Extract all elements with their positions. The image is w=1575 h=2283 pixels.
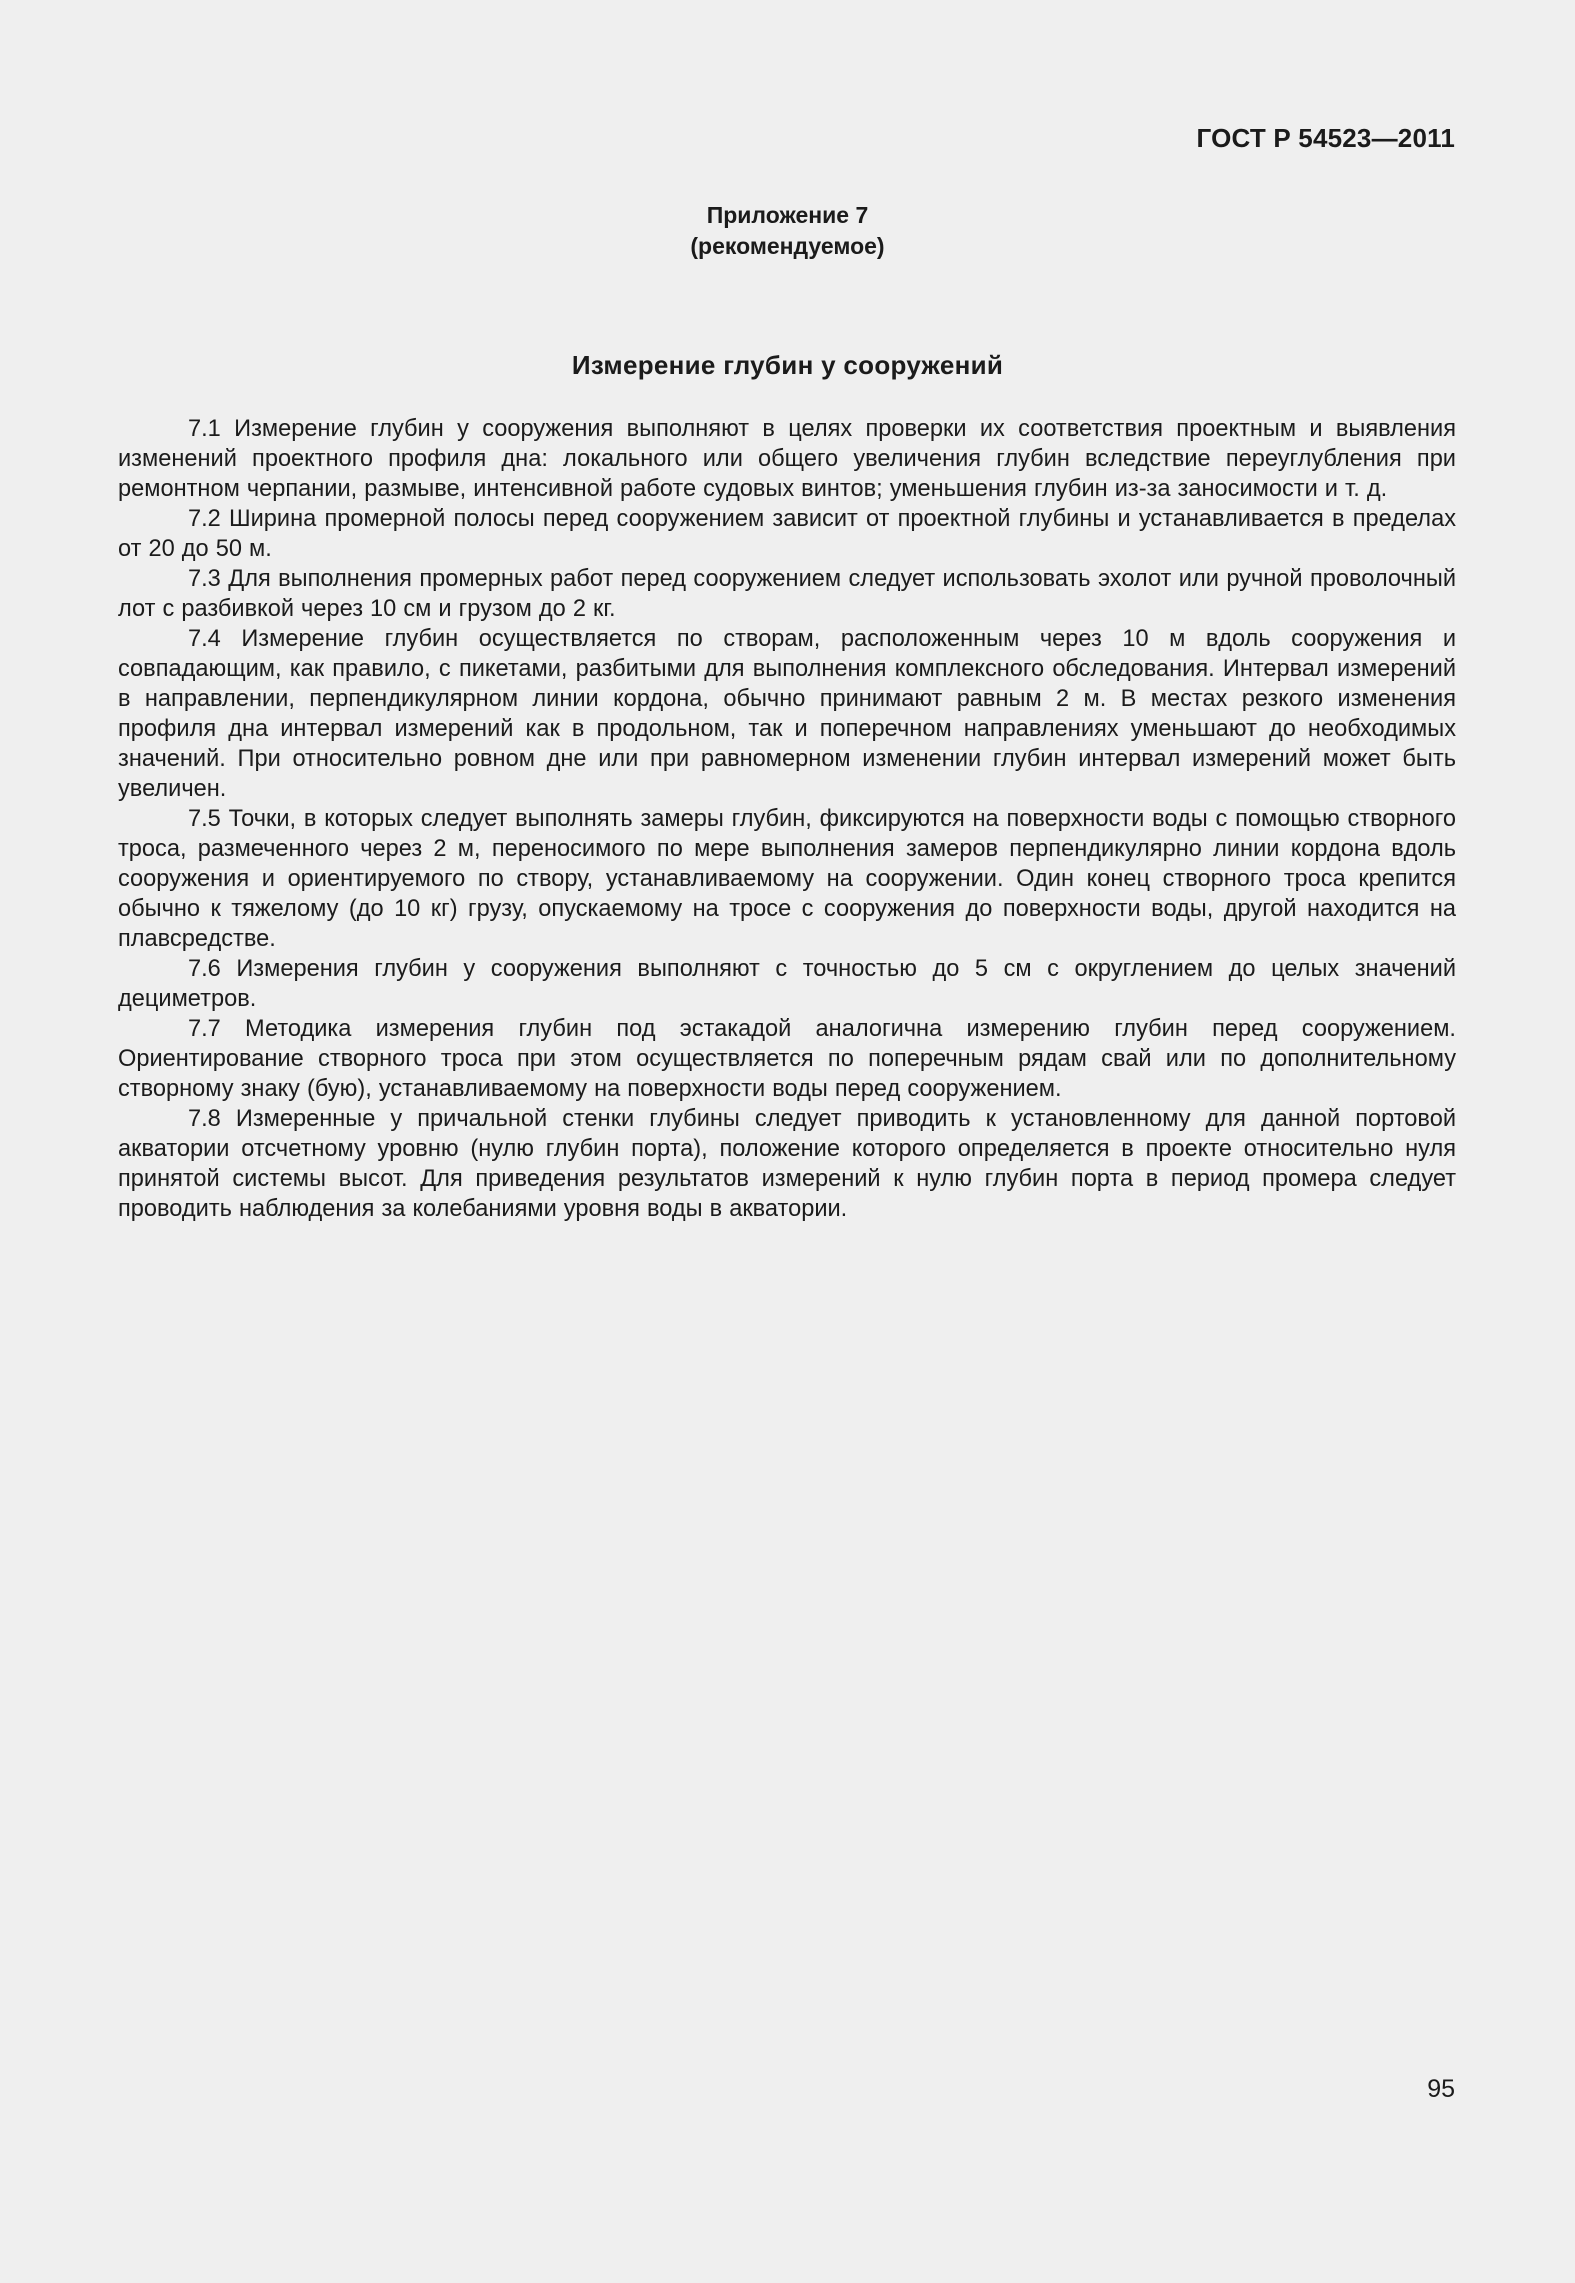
section-title: Измерение глубин у сооружений	[571, 350, 1004, 380]
paragraph-7-3: 7.3 Для выполнения промерных работ перед сооружением следует использовать эхолот или ручной проволочный лот с разбивкой через 10 см и грузом до 2 кг.	[118, 566, 1456, 622]
paragraph-7-8: 7.8 Измеренные у причальной стенки глубины следует приводить к установленному для данной портовой акватории отсчетному уровню (нулю глубин порта), положение которого определяется в проекте относительно нуля принятой системы высот. Для приведения результатов измерений к нулю глубин порта в период промера следует проводить наблюдения за колебаниями уровня воды в акватории.	[118, 1106, 1456, 1222]
paragraph-7-7: 7.7 Методика измерения глубин под эстакадой аналогична измерению глубин перед сооружением. Ориентирование створного троса при этом осуществляется по поперечным рядам свай или по дополнительному створному знаку (бую), устанавливаемому на поверхности воды перед сооружением.	[118, 1016, 1456, 1102]
appendix-heading	[0, 200, 1575, 262]
page-number: 95	[1427, 2075, 1455, 2103]
body-text	[118, 414, 1456, 1224]
paragraph-7-4: 7.4 Измерение глубин осуществляется по створам, расположенным через 10 м вдоль сооружения и совпадающим, как правило, с пикетами, разбитыми для выполнения комплексного обследования. Интервал измерений в направлении, перпендикулярном линии кордона, обычно принимают равным 2 м. В местах резкого изменения профиля дна интервал измерений как в продольном, так и поперечном направлениях уменьшают до необходимых значений. При относительно ровном дне или при равномерном изменении глубин интервал измерений может быть увеличен.	[118, 626, 1456, 802]
appendix-subtitle: (рекомендуемое)	[690, 233, 885, 259]
appendix-title: Приложение 7	[706, 202, 869, 228]
document-code: ГОСТ Р 54523—2011	[1196, 123, 1455, 153]
paragraph-7-2: 7.2 Ширина промерной полосы перед сооружением зависит от проектной глубины и устанавливается в пределах от 20 до 50 м.	[118, 506, 1456, 562]
paragraph-7-1: 7.1 Измерение глубин у сооружения выполняют в целях проверки их соответствия проектным и выявления изменений проектного профиля дна: локального или общего увеличения глубин вследствие переуглубления при ремонтном черпании, размыве, интенсивной работе судовых винтов; уменьшения глубин из-за заносимости и т. д.	[118, 416, 1456, 502]
paragraph-7-6: 7.6 Измерения глубин у сооружения выполняют с точностью до 5 см с округлением до целых значений дециметров.	[118, 956, 1456, 1012]
paragraph-7-5: 7.5 Точки, в которых следует выполнять замеры глубин, фиксируются на поверхности воды с помощью створного троса, размеченного через 2 м, переносимого по мере выполнения замеров перпендикулярно линии кордона вдоль сооружения и ориентируемого по створу, устанавливаемому на сооружении. Один конец створного троса крепится обычно к тяжелому (до 10 кг) грузу, опускаемому на тросе с сооружения до поверхности воды, другой находится на плавсредстве.	[118, 806, 1456, 952]
